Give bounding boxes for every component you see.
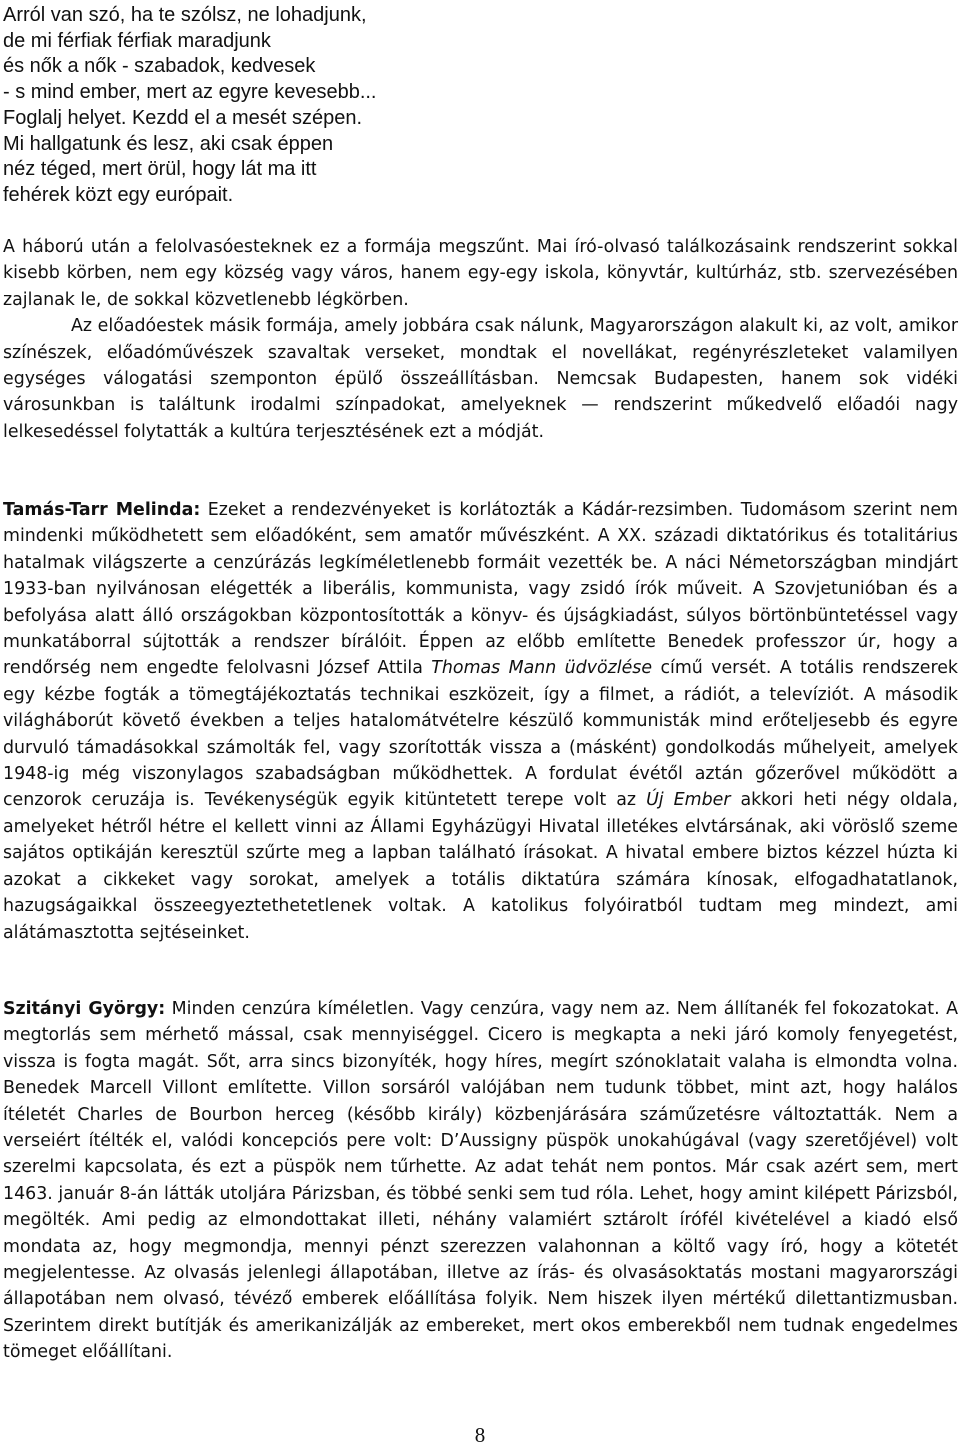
speaker-name: Tamás-Tarr Melinda: (3, 500, 201, 520)
poem-line: de mi férfiak férfiak maradjunk (3, 29, 271, 52)
work-title: Thomas Mann üdvözlése (431, 658, 653, 679)
paragraph-text: Minden cenzúra kíméletlen. Vagy cenzúra, vagy nem az. Nem állítanék fel fokozatokat. A megtorlás sem mérhető mással, csak mennyiséggel. Cicero is megkapta a neki járó komoly fenyegetést, vissza is fogta magát. Sőt, arra sincs bizonyíték, hogy híres, megírt szónoklatait valaha is elmondta volna. Benedek Marcell Villont említette. Villon sorsáról valójában nem tudunk többet, mint azt, hogy halálos ítéletét Charles de Bourbon herceg (később király) közbenjárására száműzetésre változtatták. Nem a verseiért ítélték el, valódi koncepciós pere volt: D’Aussigny püspök unokahúgával (vagy szeretőjével) volt szerelmi kapcsolata, és ezt a püspök nem tűrhette. Az adat tehát nem pontos. Már csak azért sem, mert 1463. január 8-án látták utoljára Párizsban, és többé senki sem tud róla. Lehet, hogy amint kilépett Párizsból, megölték. Ami pedig az elmondottakat illeti, néhány valamiért sztárolt írófél kivételével a kiadó első mondata az, hogy megmondja, mennyi pénzt szerezzen valahonnan a költő vagy író, hogy a kötetét megjelentesse. Az olvasás jelenlegi állapotában, illetve az írás- és olvasásoktatás mostani magyarországi állapotában nem olvasó, tévéző emberek előállítása folyik. Nem hiszek ilyen mértékű dilettantizmusban. Szerintem direkt butítják és amerikanizálják az embereket, mert okos emberekből nem tudnak engedelmes tömeget előállítani. (3, 999, 958, 1363)
paragraph-text: Ezeket a rendezvényeket is korlátozták a Kádár-rezsimben. Tudomásom szerint nem mindenki működhetett sem előadóként, sem amatőr művészként. A XX. századi diktatórikus és totalitárius hatalmak világszerte a cenzúrázás legkíméletlenebb formáit vezették be. A náci Németországban mindjárt 1933-ban nyilvánosan elégették a liberális, kommunista, vagy zsidó írók műveit. A Szovjetunióban és a befolyása alatt álló országokban központosították a könyv- és újságkiadást, súlyos börtönbüntetéssel vagy munkatáborral sújtották a rendszer bírálóit. Éppen az előbb említette Benedek professzor úr, hogy a rendőrség nem engedte felolvasni József Attila (3, 500, 959, 679)
poem-stanza (3, 3, 377, 209)
paragraph-text: című versét. A totális rendszerek egy kézbe fogták a tömegtájékoztatás technikai eszközeit, így a filmet, a rádiót, a televíziót. A második világháborút követő években a teljes hatalomátvételre készülő kommunisták mind erőteljesebb és egyre durvuló támadásokkal számolták fel, vagy szorították vissza a (másként) gondolkodás műhelyeit, amelyek 1948-ig még viszonylagos szabadságban működhettek. A fordulat évétől aztán gőzerővel működött a cenzorok ceruzája is. Tevékenységük egyik kitüntetett terepe volt az (3, 658, 958, 811)
paragraph (3, 497, 958, 946)
tamas-tarr-section (3, 497, 958, 946)
paragraph: Az előadóestek másik formája, amely jobbára csak nálunk, Magyarországon alakult ki, az volt, amikor színészek, előadóművészek szavaltak verseket, mondtak el novellákat, regényrészleteket valamilyen egységes válogatási szemponton épülő összeállításban. Nemcsak Budapesten, hanem sok vidéki városunkban is találtunk irodalmi színpadokat, amelyeknek — rendszerint műkedvelő előadói nagy lelkesedéssel folytatták a kultúra terjesztésének ezt a módját. (3, 316, 958, 442)
poem-line: Mi hallgatunk és lesz, aki csak éppen (3, 132, 334, 155)
paragraph (3, 996, 958, 1366)
intro-section (3, 234, 958, 445)
poem-line: Foglalj helyet. Kezdd el a mesét szépen. (3, 106, 363, 129)
speaker-name: Szitányi György: (3, 999, 166, 1019)
paragraph-text: akkori heti négy oldala, amelyeket hétről hétre el kellett vinni az Állami Egyházügyi Hivatal illetékes elvtársának, aki vöröslő szeme sajátos optikáján keresztül szűrte meg a lapban található írásokat. A hivatal embere biztos kézzel húzta ki azokat a cikkeket vagy sorokat, amelyek a totális diktatúra számára kínosak, elfogadhatatlanok, hazugságaikkal összeegyeztethetetlenek voltak. A katolikus folyóiratból tudtam meg mindezt, ami alátámasztotta sejtéseinket. (3, 790, 958, 943)
poem-line: és nők a nők - szabadok, kedvesek (3, 55, 316, 78)
paragraph: A háború után a felolvasóesteknek ez a formája megszűnt. Mai író-olvasó találkozásaink rendszerint sokkal kisebb körben, nem egy község vagy város, hanem egy-egy iskola, könyvtár, kultúrház, stb. szervezésében zajlanak le, de sokkal közvetlenebb légkörben. (3, 237, 958, 310)
szitanyi-section (3, 996, 958, 1366)
poem-line: néz téged, mert örül, hogy lát ma itt (3, 158, 317, 181)
work-title: Új Ember (646, 790, 731, 811)
poem-line: - s mind ember, mert az egyre kevesebb... (3, 81, 377, 104)
page-number: 8 (474, 1423, 486, 1447)
poem-line: fehérek közt egy európait. (3, 183, 234, 206)
poem-line: Arról van szó, ha te szólsz, ne lohadjunk, (3, 4, 367, 26)
